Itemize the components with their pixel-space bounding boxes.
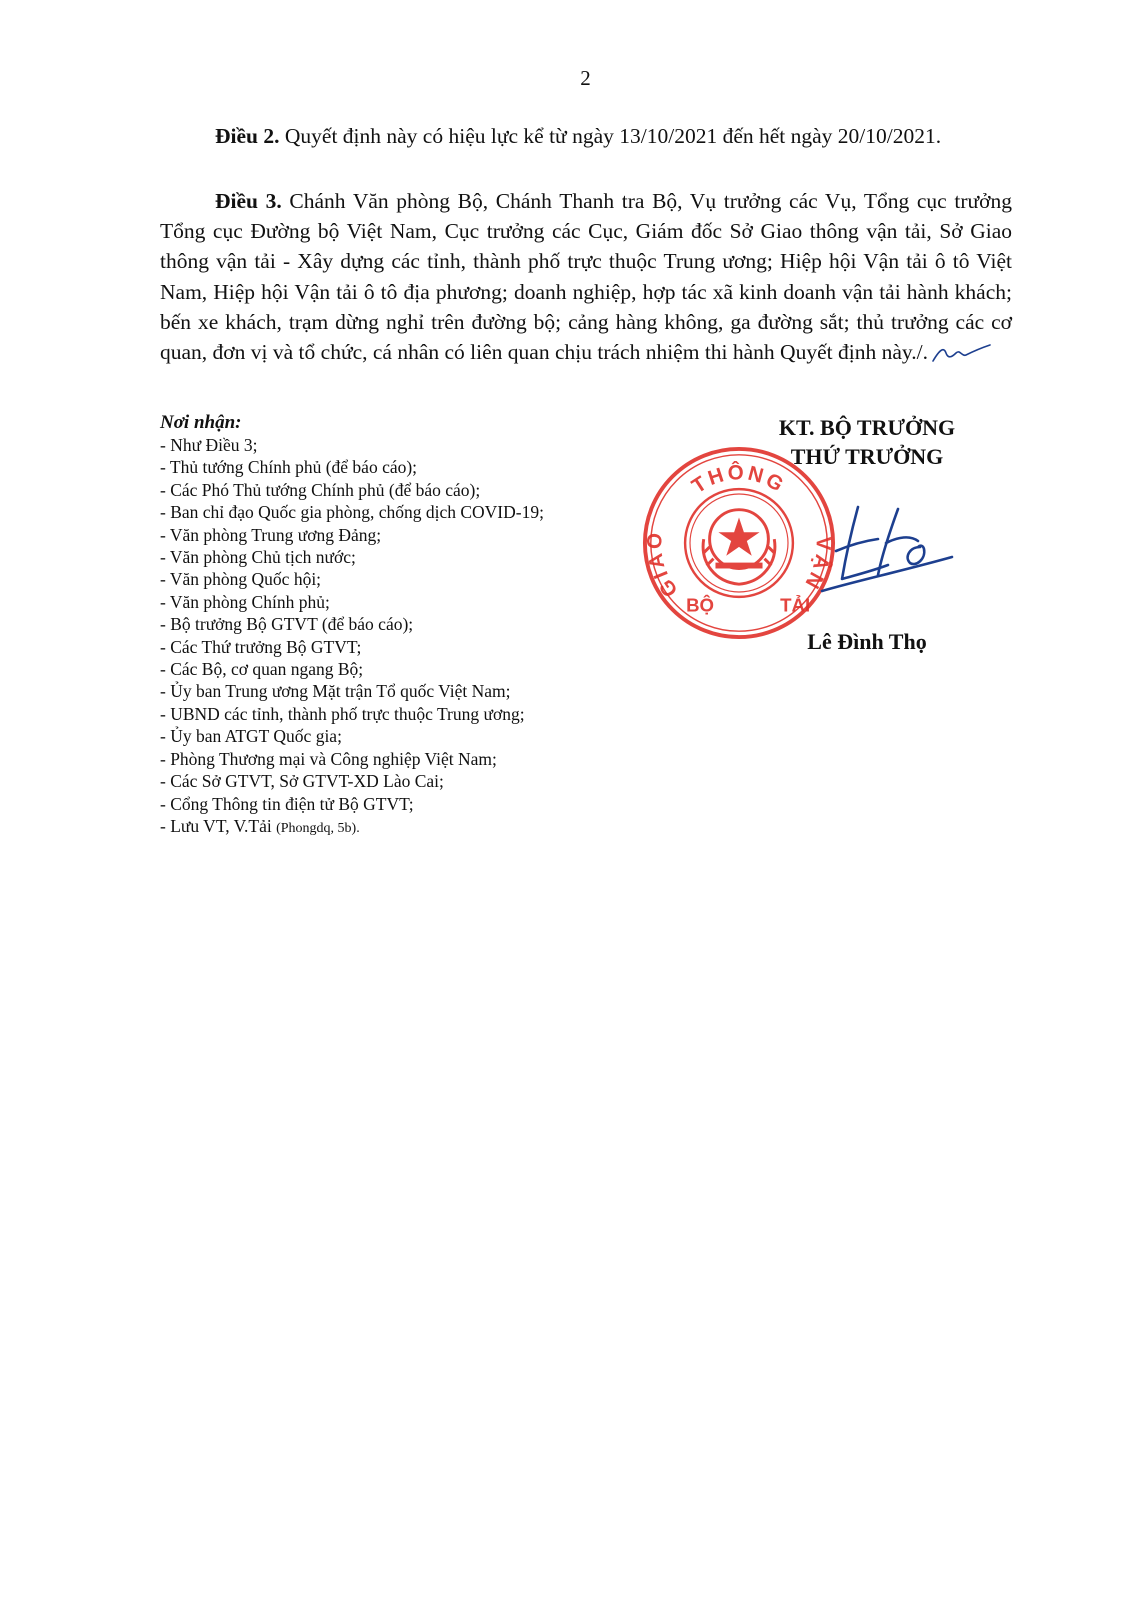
recipient-item: - Phòng Thương mại và Công nghiệp Việt Nam; — [160, 748, 497, 769]
recipient-item: - Ủy ban Trung ương Mặt trận Tổ quốc Việt Nam; — [160, 681, 511, 702]
recipient-item: - Văn phòng Chính phủ; — [160, 591, 330, 612]
article-3-label: Điều 3. — [215, 189, 282, 213]
handwritten-signature — [806, 495, 956, 605]
recipient-item: - Như Điều 3; — [160, 435, 258, 455]
recipient-item: - Các Thứ trưởng Bộ GTVT; — [160, 636, 362, 657]
recipient-item: - Ban chỉ đạo Quốc gia phòng, chống dịch COVID-19; — [160, 502, 544, 523]
recipient-item: - Ủy ban ATGT Quốc gia; — [160, 726, 342, 747]
seal-text-right: VẬN — [799, 536, 835, 596]
recipient-item: - Thủ tướng Chính phủ (để báo cáo); — [160, 457, 418, 478]
seal-text-bottom-left: BỘ — [686, 594, 715, 616]
article-2-text: Quyết định này có hiệu lực kể từ ngày 13/10/2021 đến hết ngày 20/10/2021. — [279, 124, 942, 148]
recipients-title: Nơi nhận: — [160, 412, 242, 433]
recipients-block — [160, 412, 660, 840]
recipient-item: - Các Sở GTVT, Sở GTVT-XD Lào Cai; — [160, 771, 444, 792]
page-number: 2 — [580, 66, 591, 90]
recipient-item: - Văn phòng Trung ương Đảng; — [160, 524, 382, 545]
signature-line-2: THỨ TRƯỞNG — [790, 444, 944, 469]
article-3-text: Chánh Văn phòng Bộ, Chánh Thanh tra Bộ, Vụ trưởng các Vụ, Tổng cục trưởng Tổng cục Đường bộ Việt Nam, Cục trưởng các Cục, Giám đốc Sở Giao thông vận tải, Sở Giao thông vận tải - Xây dựng các tỉnh, thành phố trực thuộc Trung ương; Hiệp hội Vận tải ô tô Việt Nam, Hiệp hội Vận tải ô tô địa phương; doanh nghiệp, hợp tác xã kinh doanh vận tải hành khách; bến xe khách, trạm dừng nghỉ trên đường bộ; cảng hàng không, ga đường sắt; thủ trưởng các cơ quan, đơn vị và tổ chức, cá nhân có liên quan chịu trách nhiệm thi hành Quyết định này./. — [160, 189, 1013, 365]
seal-text-top: THÔNG — [687, 461, 790, 499]
article-3 — [160, 186, 1012, 367]
recipient-item: - Các Phó Thủ tướng Chính phủ (để báo cáo); — [160, 479, 481, 500]
recipient-item: - Cổng Thông tin điện tử Bộ GTVT; — [160, 793, 414, 814]
recipients-list — [160, 434, 660, 840]
recipient-item: - Văn phòng Chủ tịch nước; — [160, 547, 356, 568]
signer-name: Lê Đình Thọ — [807, 629, 927, 654]
recipient-item: - Bộ trưởng Bộ GTVT (để báo cáo); — [160, 614, 414, 635]
recipient-item: - Các Bộ, cơ quan ngang Bộ; — [160, 659, 364, 680]
signature-line-1: KT. BỘ TRƯỞNG — [778, 415, 956, 440]
article-2-label: Điều 2. — [215, 124, 280, 148]
recipient-archive-note: (Phongdq, 5b). — [276, 820, 360, 836]
seal-text-bottom-right: TẢI — [780, 594, 811, 616]
seal-text-left: GIAO — [642, 529, 683, 602]
recipient-archive-text: - Lưu VT, V.Tải — [160, 815, 277, 836]
initials-mark — [930, 343, 994, 365]
recipient-item: - UBND các tỉnh, thành phố trực thuộc Trung ương; — [160, 703, 525, 724]
recipient-item: - Văn phòng Quốc hội; — [160, 569, 322, 590]
recipient-item-archive — [160, 815, 660, 840]
article-2 — [160, 121, 1012, 151]
